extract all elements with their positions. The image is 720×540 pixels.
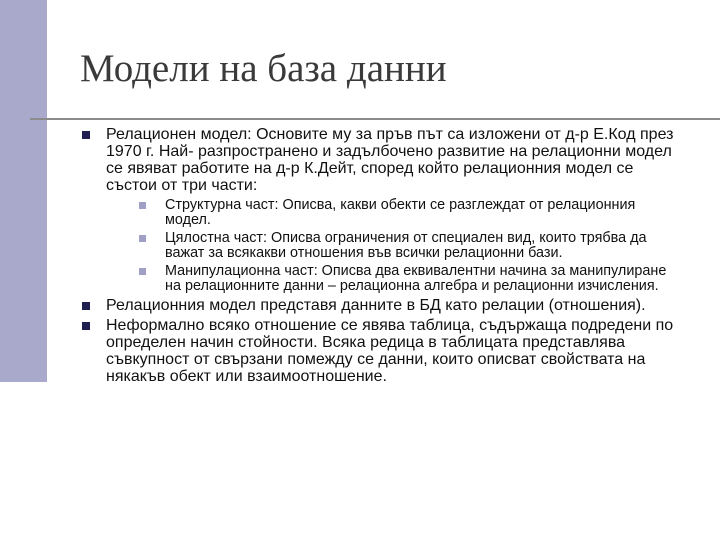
bullet-tables xyxy=(80,317,680,385)
sub-bullet-structural-part xyxy=(106,198,680,228)
title-divider xyxy=(30,118,720,120)
bullet-term: Релационен модел xyxy=(106,126,248,143)
sub-bullet-list xyxy=(106,198,680,294)
square-bullet-icon xyxy=(82,302,90,310)
slide-title: Модели на база данни xyxy=(80,47,447,90)
sub-bullet-manipulation-part xyxy=(106,264,680,294)
bullet-relations xyxy=(80,297,680,314)
decorative-side-bar xyxy=(0,0,47,382)
square-bullet-icon xyxy=(82,131,90,139)
sub-bullet-integrity-part xyxy=(106,231,680,261)
square-bullet-icon xyxy=(139,268,146,275)
bullet-text: : Основите му за пръв път са изложени от д-р Е.Код през 1970 г. Най- разпространено и задълбочено развитие на релационни модел се явяват работите на д-р К.Дейт, според който релационния модел се състои от три части: xyxy=(106,126,674,194)
square-bullet-icon xyxy=(82,322,90,330)
square-bullet-icon xyxy=(139,202,146,209)
bullet-list xyxy=(80,126,680,385)
bullet-relational-model xyxy=(80,126,680,294)
square-bullet-icon xyxy=(139,235,146,242)
bullet-text: Релационния модел представя данните в БД като релации (отношения). xyxy=(106,297,646,314)
sub-bullet-term: Манипулационна част xyxy=(165,263,314,279)
sub-bullet-text: : Описва два еквивалентни начина за манипулиране на релационните данни – релационна алгебра и релационни изчисления. xyxy=(165,263,667,294)
bullet-text: Неформално всяко отношение се явява таблица, съдържаща подредени по определен начин стойности. Всяка редица в таблицата представлява съвкупност от свързани помежду се данни, които описват свойствата на някакъв обект или взаимоотношение. xyxy=(106,317,674,385)
sub-bullet-term: Структурна част xyxy=(165,197,275,213)
sub-bullet-text: : Описва, какви обекти се разглеждат от релационния модел. xyxy=(165,197,636,228)
slide-content xyxy=(80,123,680,385)
sub-bullet-term: Цялостна част xyxy=(165,230,264,246)
sub-bullet-text: : Описва ограничения от специален вид, които трябва да важат за всякакви отношения във всички релационни бази. xyxy=(165,230,647,261)
